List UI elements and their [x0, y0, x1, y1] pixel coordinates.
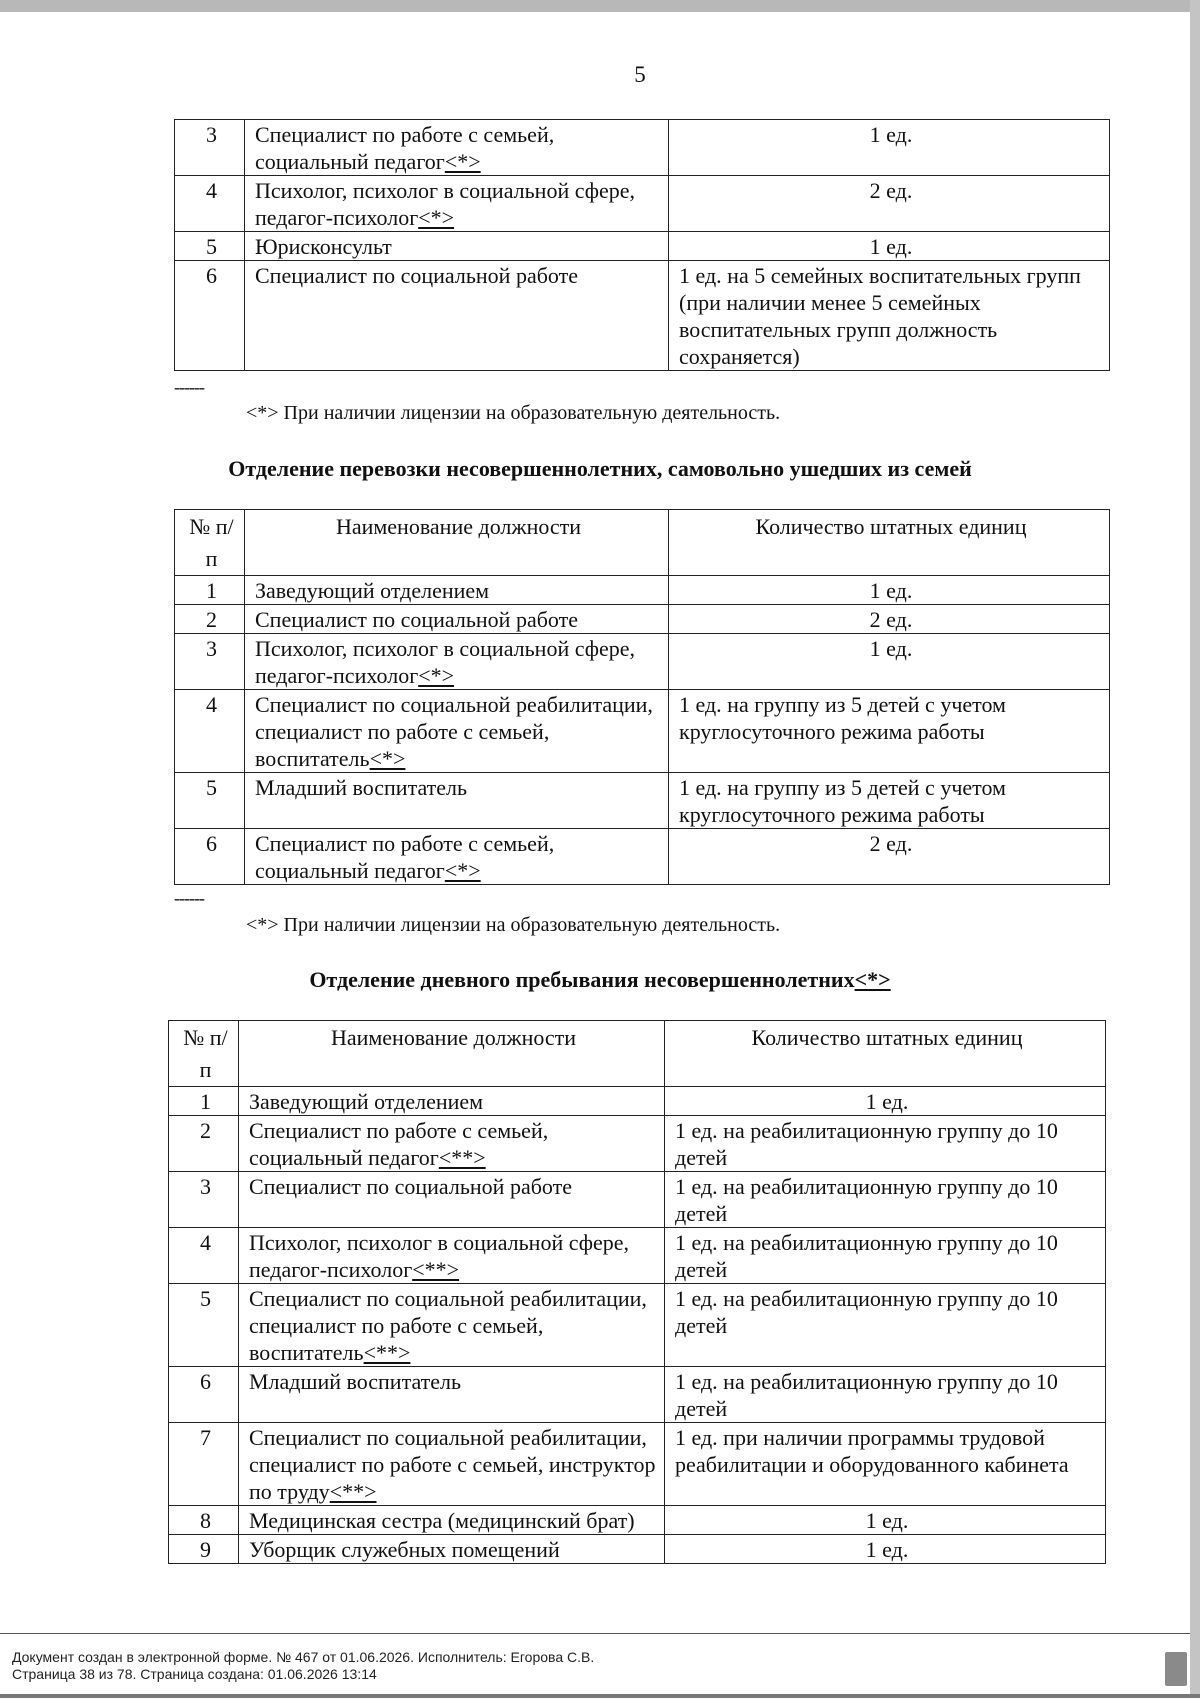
position-name-cell: [239, 1087, 665, 1116]
table-header-row: [169, 1021, 1106, 1087]
position-name-cell: [245, 176, 669, 232]
row-number: 2: [169, 1116, 239, 1172]
footnote-mark: <**>: [329, 1479, 377, 1504]
position-name: Заведующий отделением: [249, 1089, 484, 1114]
position-name-cell: [245, 605, 669, 634]
table-header-row: [175, 510, 1110, 576]
position-name: Специалист по работе с семьей, социальный педагог: [249, 1118, 549, 1170]
table-row: [169, 1228, 1106, 1284]
table-row: [175, 605, 1110, 634]
position-name: Специалист по работе с семьей, социальный педагог: [255, 831, 555, 883]
row-number: 2: [175, 605, 245, 634]
staff-quantity: 1 ед. на реабилитационную группу до 10 детей: [665, 1116, 1106, 1172]
position-name-cell: [239, 1116, 665, 1172]
staff-quantity: 1 ед. на реабилитационную группу до 10 детей: [665, 1367, 1106, 1423]
position-name: Специалист по социальной работе: [249, 1174, 572, 1199]
table-row: [169, 1172, 1106, 1228]
position-name-cell: [239, 1506, 665, 1535]
position-name-cell: [245, 120, 669, 176]
position-name: Заведующий отделением: [255, 578, 490, 603]
header-qty: Количество штатных единиц: [669, 510, 1110, 576]
position-name: Специалист по социальной реабилитации, специалист по работе с семьей, воспитатель: [249, 1286, 647, 1365]
staff-quantity: 1 ед.: [669, 634, 1110, 690]
staff-quantity: 1 ед. на группу из 5 детей с учетом круглосуточного режима работы: [669, 773, 1110, 829]
table-row: [169, 1367, 1106, 1423]
footnote-1: <*> При наличии лицензии на образовательную деятельность.: [246, 402, 781, 424]
table-row: [175, 634, 1110, 690]
footer-line-1: Документ создан в электронной форме. № 467 от 01.06.2026. Исполнитель: Егорова С.В.: [12, 1649, 595, 1665]
row-number: 3: [175, 120, 245, 176]
table-row: [175, 773, 1110, 829]
header-num: № п/п: [175, 510, 245, 576]
footnote-separator: ------: [174, 377, 204, 397]
header-name: Наименование должности: [239, 1021, 665, 1087]
table-row: [175, 261, 1110, 371]
position-name-cell: [245, 261, 669, 371]
staff-quantity: 1 ед. на реабилитационную группу до 10 детей: [665, 1228, 1106, 1284]
staff-quantity: 1 ед. на группу из 5 детей с учетом круглосуточного режима работы: [669, 690, 1110, 773]
document-footer: [0, 1633, 1190, 1699]
footnote-separator-2: ------: [174, 888, 204, 908]
row-number: 4: [169, 1228, 239, 1284]
position-name-cell: [239, 1423, 665, 1506]
table-row: [169, 1423, 1106, 1506]
row-number: 5: [169, 1284, 239, 1367]
row-number: 7: [169, 1423, 239, 1506]
table-row: [175, 176, 1110, 232]
row-number: 4: [175, 176, 245, 232]
row-number: 6: [175, 829, 245, 885]
row-number: 3: [175, 634, 245, 690]
row-number: 1: [175, 576, 245, 605]
staff-quantity: 1 ед. на реабилитационную группу до 10 детей: [665, 1172, 1106, 1228]
archive-icon: [1165, 1652, 1187, 1686]
scan-right-border: [1190, 0, 1200, 1698]
footnote-mark: <*>: [418, 663, 455, 688]
staff-quantity: 1 ед.: [665, 1087, 1106, 1116]
position-name: Психолог, психолог в социальной сфере, педагог-психолог: [255, 178, 636, 230]
footnote-mark: <*>: [369, 746, 406, 771]
row-number: 1: [169, 1087, 239, 1116]
table-row: [169, 1116, 1106, 1172]
position-name: Уборщик служебных помещений: [249, 1537, 560, 1562]
section-title-text: Отделение перевозки несовершеннолетних, самовольно ушедших из семей: [228, 456, 972, 481]
row-number: 4: [175, 690, 245, 773]
row-number: 8: [169, 1506, 239, 1535]
header-qty: Количество штатных единиц: [665, 1021, 1106, 1087]
row-number: 9: [169, 1535, 239, 1564]
position-name-cell: [239, 1535, 665, 1564]
position-name-cell: [239, 1367, 665, 1423]
position-name: Младший воспитатель: [249, 1369, 462, 1394]
staff-quantity: 1 ед. при наличии программы трудовой реабилитации и оборудованного кабинета: [665, 1423, 1106, 1506]
footnote-mark: <**>: [412, 1257, 460, 1282]
header-num: № п/п: [169, 1021, 239, 1087]
row-number: 5: [175, 773, 245, 829]
position-name: Психолог, психолог в социальной сфере, педагог-психолог: [255, 636, 636, 688]
position-name-cell: [245, 829, 669, 885]
staff-quantity: 2 ед.: [669, 829, 1110, 885]
scan-top-border: [0, 0, 1200, 12]
staff-quantity: 1 ед.: [669, 576, 1110, 605]
section-title-transport: [0, 456, 1200, 482]
row-number: 5: [175, 232, 245, 261]
staff-quantity: 2 ед.: [669, 176, 1110, 232]
footnote-mark: <*>: [418, 205, 455, 230]
position-name: Психолог, психолог в социальной сфере, педагог-психолог: [249, 1230, 630, 1282]
footnote-mark: <*>: [444, 858, 481, 883]
staff-quantity: 1 ед.: [669, 232, 1110, 261]
table-row: [175, 120, 1110, 176]
position-name-cell: [239, 1284, 665, 1367]
staff-quantity: 1 ед. на 5 семейных воспитательных групп (при наличии менее 5 семейных воспитательных групп должность сохраняется): [669, 261, 1110, 371]
staff-quantity: 2 ед.: [669, 605, 1110, 634]
staff-quantity: 1 ед.: [669, 120, 1110, 176]
position-name-cell: [245, 773, 669, 829]
footnote-mark: <**>: [363, 1340, 411, 1365]
page-number: 5: [634, 62, 646, 87]
position-name: Специалист по социальной работе: [255, 263, 578, 288]
table-row: [175, 829, 1110, 885]
position-name-cell: [239, 1228, 665, 1284]
position-name: Специалист по социальной реабилитации, специалист по работе с семьей, инструктор по труду: [249, 1425, 656, 1504]
day-stay-staff-table: [168, 1020, 1106, 1564]
section-title-text: Отделение дневного пребывания несовершеннолетних: [309, 967, 855, 992]
position-name-cell: [245, 232, 669, 261]
footnote-mark: <**>: [438, 1145, 486, 1170]
position-name: Младший воспитатель: [255, 775, 468, 800]
table-row: [175, 690, 1110, 773]
header-name: Наименование должности: [245, 510, 669, 576]
position-name-cell: [239, 1172, 665, 1228]
table-row: [169, 1087, 1106, 1116]
position-name: Юрисконсульт: [255, 234, 392, 259]
footnote-2: <*> При наличии лицензии на образовательную деятельность.: [246, 914, 781, 936]
position-name-cell: [245, 634, 669, 690]
footnote-mark: <*>: [444, 149, 481, 174]
table-row: [169, 1535, 1106, 1564]
staff-quantity: 1 ед.: [665, 1506, 1106, 1535]
transport-staff-table: [174, 509, 1110, 885]
table-row: [175, 576, 1110, 605]
position-name-cell: [245, 690, 669, 773]
table-row: [169, 1506, 1106, 1535]
scan-bottom-border: [0, 1694, 1200, 1698]
row-number: 3: [169, 1172, 239, 1228]
staff-table-continued: [174, 119, 1110, 371]
position-name: Медицинская сестра (медицинский брат): [249, 1508, 635, 1533]
position-name-cell: [245, 576, 669, 605]
row-number: 6: [169, 1367, 239, 1423]
footer-line-2: Страница 38 из 78. Страница создана: 01.06.2026 13:14: [12, 1666, 377, 1682]
section-title-day-stay: [0, 967, 1200, 993]
row-number: 6: [175, 261, 245, 371]
section-title-mark: <*>: [854, 967, 891, 992]
position-name: Специалист по социальной реабилитации, специалист по работе с семьей, воспитатель: [255, 692, 653, 771]
staff-quantity: 1 ед.: [665, 1535, 1106, 1564]
staff-quantity: 1 ед. на реабилитационную группу до 10 детей: [665, 1284, 1106, 1367]
position-name: Специалист по работе с семьей, социальный педагог: [255, 122, 555, 174]
table-row: [175, 232, 1110, 261]
position-name: Специалист по социальной работе: [255, 607, 578, 632]
table-row: [169, 1284, 1106, 1367]
